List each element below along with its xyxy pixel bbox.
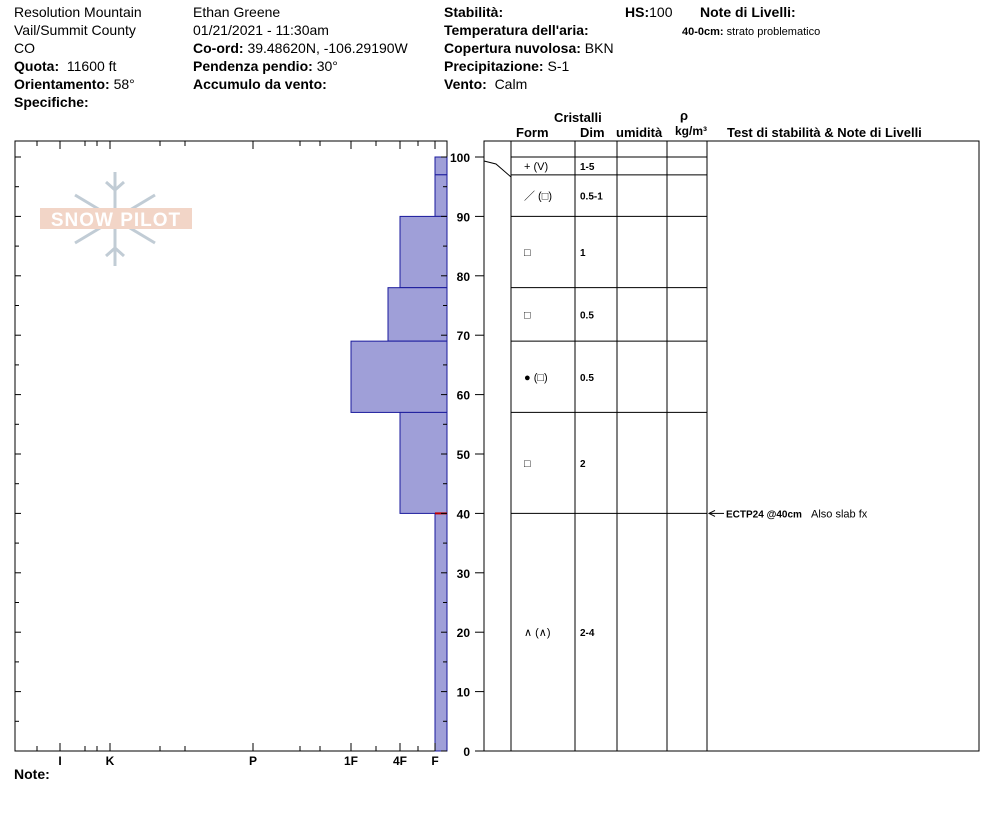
height-label: 0: [463, 745, 470, 759]
coord-label: Co-ord:: [193, 40, 244, 56]
height-label: 50: [456, 448, 470, 462]
form-header: Form: [516, 125, 549, 140]
crystals-header: Cristalli: [554, 110, 602, 125]
density-unit: kg/m³: [675, 124, 708, 138]
stability-label: Stabilità:: [444, 4, 504, 20]
grain-size: 2-4: [580, 628, 595, 640]
hardness-label: 1F: [343, 754, 359, 768]
wind-loading-label: Accumulo da vento:: [193, 76, 327, 92]
grain-table-frame: [484, 141, 979, 751]
dim-header: Dim: [580, 125, 605, 140]
moisture-header: umidità: [616, 125, 663, 140]
test-result: ECTP24 @40cm: [726, 509, 802, 521]
hardness-label: F: [431, 754, 439, 768]
logo-text: SNOW PILOT: [50, 210, 182, 231]
cloud-label: Copertura nuvolosa:: [444, 40, 581, 56]
hardness-axis: [37, 141, 439, 768]
precip-value: S-1: [547, 58, 570, 74]
height-ticks: [15, 157, 447, 751]
grain-form: □: [524, 247, 531, 260]
hardness-frame: [15, 141, 447, 751]
hardness-bar: [435, 175, 447, 217]
hardness-label: 4F: [392, 754, 408, 768]
layer-notes-label: Note di Livelli:: [700, 4, 796, 20]
grain-form: □: [524, 457, 531, 470]
cloud-value: BKN: [584, 40, 614, 56]
aspect-label: Orientamento:: [14, 76, 110, 92]
snowpilot-logo: [40, 172, 192, 266]
state: CO: [14, 40, 35, 56]
hardness-layers: [351, 157, 447, 751]
hs-value: 100: [649, 4, 673, 20]
grain-size: 0.5-1: [580, 191, 603, 203]
test-note: Also slab fx: [811, 508, 868, 521]
stability-tests: [709, 508, 868, 520]
density-symbol: ρ: [680, 108, 689, 123]
surface-connector: [484, 161, 511, 177]
grain-form: + (V): [524, 160, 549, 173]
height-label: 70: [456, 329, 470, 344]
elevation-value: 11600 ft: [66, 58, 117, 74]
wind-value: Calm: [494, 76, 528, 92]
hardness-bar: [400, 412, 447, 513]
coord-value: 39.48620N, -106.29190W: [247, 40, 408, 56]
air-temp-label: Temperatura dell'aria:: [444, 22, 589, 38]
grain-size: 0.5: [580, 310, 594, 322]
height-axis-labels: [450, 151, 484, 759]
layer-note-text: strato problematico: [726, 26, 821, 38]
height-label: 90: [456, 210, 470, 225]
grain-form: □: [524, 309, 531, 322]
slope-value: 30°: [316, 58, 338, 74]
region: Vail/Summit County: [14, 22, 136, 38]
height-label: 20: [456, 626, 470, 641]
hardness-label: I: [58, 754, 62, 768]
precip-label: Precipitazione:: [444, 58, 544, 74]
hardness-bar: [435, 157, 447, 175]
grain-size: 1-5: [580, 161, 595, 173]
grain-size: 1: [580, 248, 586, 260]
tests-header: Test di stabilità & Note di Livelli: [727, 125, 922, 140]
height-label: 10: [456, 685, 470, 700]
grain-form: ∧ (∧): [524, 627, 551, 640]
grain-form: ／ (□): [524, 190, 553, 203]
height-label: 30: [456, 566, 470, 581]
grain-size: 0.5: [580, 372, 594, 384]
hardness-bar: [400, 216, 447, 287]
hardness-bar: [388, 288, 447, 341]
aspect-value: 58°: [113, 76, 135, 92]
hs-label: HS:: [625, 4, 650, 20]
wind-label: Vento:: [444, 76, 487, 92]
slope-label: Pendenza pendio:: [193, 58, 313, 74]
hardness-label: K: [105, 754, 115, 768]
grain-form: ● (□): [524, 371, 548, 384]
observer: Ethan Greene: [193, 4, 281, 20]
grain-size: 2: [580, 458, 586, 470]
datetime: 01/21/2021 - 11:30am: [193, 22, 329, 38]
note-label: Note:: [14, 766, 50, 782]
hardness-bar: [351, 341, 447, 412]
hardness-label: P: [248, 754, 258, 768]
elevation-label: Quota:: [14, 58, 60, 74]
specifics-label: Specifiche:: [14, 94, 89, 110]
layer-note-depth: 40-0cm:: [682, 26, 724, 38]
location: Resolution Mountain: [14, 4, 142, 20]
height-label: 80: [456, 269, 470, 284]
height-label: 100: [449, 151, 470, 165]
height-label: 60: [456, 388, 470, 403]
grain-layers: [511, 157, 707, 639]
height-label: 40: [456, 507, 470, 522]
